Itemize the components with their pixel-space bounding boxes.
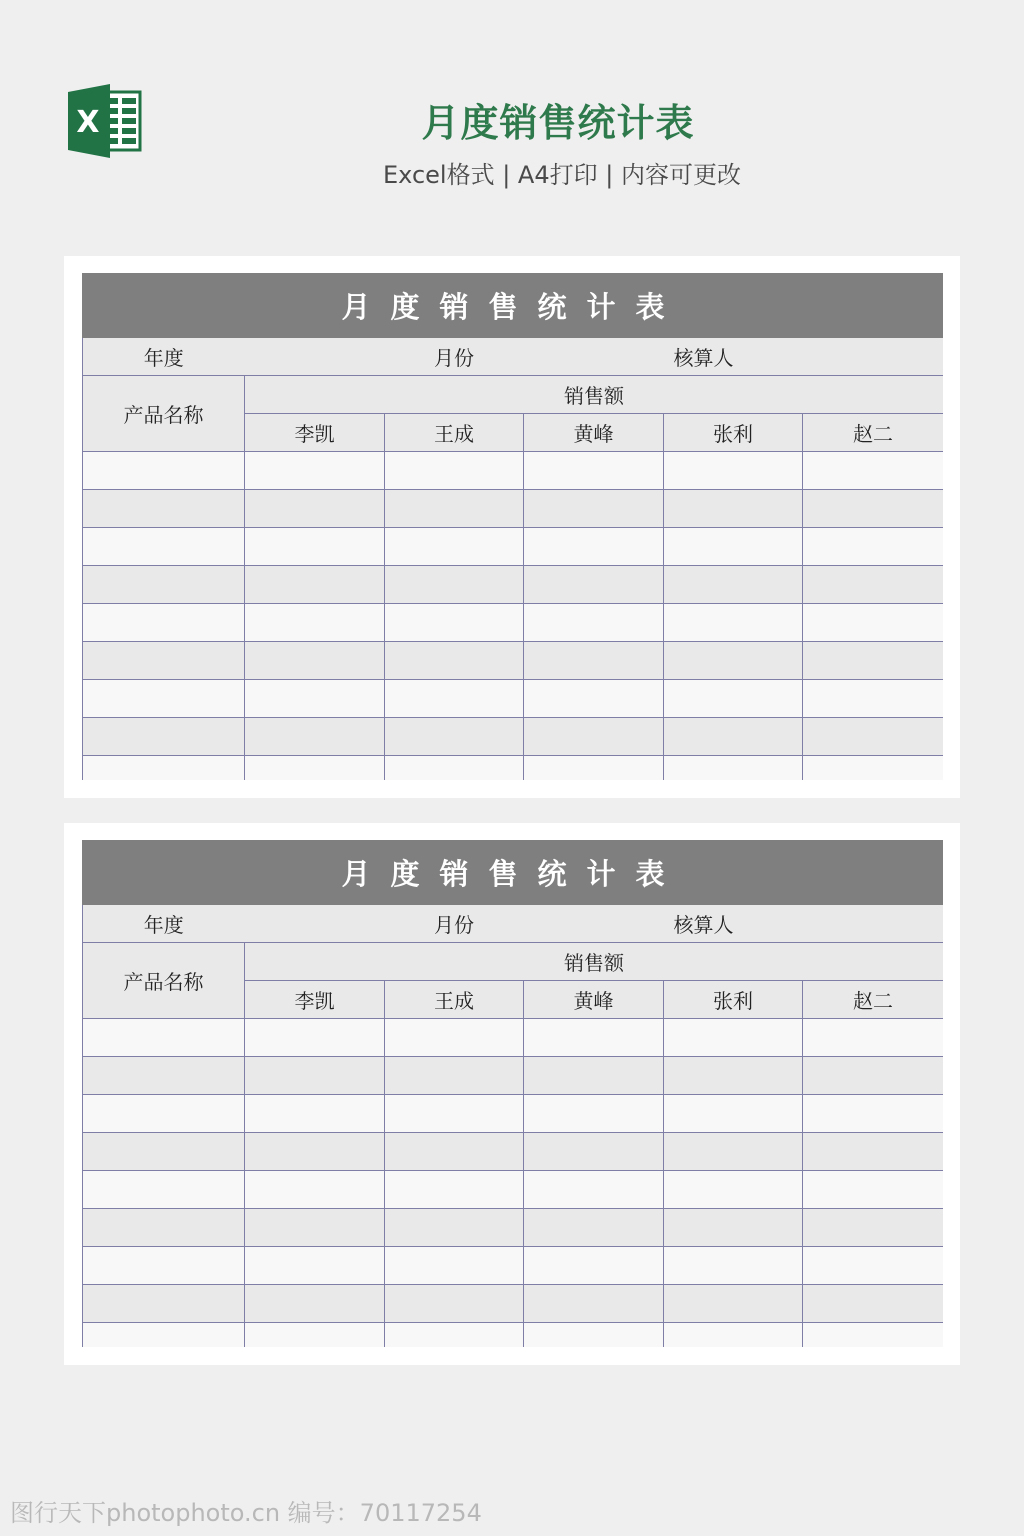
person-header: 黄峰 <box>524 414 664 452</box>
table-cell[interactable] <box>385 604 524 642</box>
logo-letter: X <box>76 105 100 140</box>
watermark-text: 图行天下photophoto.cn 编号：70117254 <box>10 1499 482 1527</box>
person-header: 赵二 <box>803 414 944 452</box>
checker-label-text: 核算人 <box>673 346 734 370</box>
table-cell[interactable] <box>385 1247 524 1285</box>
table-cell[interactable] <box>385 452 524 490</box>
table-cell[interactable] <box>83 1095 245 1133</box>
table-cell[interactable] <box>664 642 803 680</box>
table-cell[interactable] <box>524 1133 664 1171</box>
table-cell[interactable] <box>385 1171 524 1209</box>
table-cell[interactable] <box>664 1057 803 1095</box>
table-cell[interactable] <box>664 1095 803 1133</box>
table-cell[interactable] <box>83 1209 245 1247</box>
table-cell[interactable] <box>385 1057 524 1095</box>
table-cell[interactable] <box>664 528 803 566</box>
table-cell[interactable] <box>803 718 944 756</box>
table-cell[interactable] <box>245 1133 385 1171</box>
table-cell[interactable] <box>524 604 664 642</box>
table-cell[interactable] <box>664 1285 803 1323</box>
table-cell[interactable] <box>245 680 385 718</box>
table-cell[interactable] <box>245 604 385 642</box>
table-cell[interactable] <box>664 1323 803 1348</box>
table-cell[interactable] <box>524 566 664 604</box>
person-header: 赵二 <box>803 981 944 1019</box>
table-cell[interactable] <box>385 566 524 604</box>
table-row <box>83 1285 944 1323</box>
table-cell[interactable] <box>664 1171 803 1209</box>
table-cell[interactable] <box>524 1019 664 1057</box>
table-cell[interactable] <box>83 1133 245 1171</box>
table-row <box>83 1057 944 1095</box>
table-row <box>83 604 944 642</box>
table-cell[interactable] <box>385 642 524 680</box>
table-cell[interactable] <box>245 1171 385 1209</box>
table-cell[interactable] <box>803 756 944 781</box>
table-cell[interactable] <box>803 604 944 642</box>
table-cell[interactable] <box>83 1247 245 1285</box>
table-cell[interactable] <box>245 452 385 490</box>
table-cell[interactable] <box>385 756 524 781</box>
table-row <box>83 1133 944 1171</box>
product-name-header: 产品名称 <box>83 376 245 452</box>
table-cell[interactable] <box>83 528 245 566</box>
page-title: 月度销售统计表 <box>421 101 695 145</box>
sheet-preview-1 <box>64 256 960 798</box>
table-cell[interactable] <box>664 718 803 756</box>
table-cell[interactable] <box>664 452 803 490</box>
table-cell[interactable] <box>524 528 664 566</box>
table-cell[interactable] <box>245 1285 385 1323</box>
table-cell[interactable] <box>245 1019 385 1057</box>
table-cell[interactable] <box>524 1171 664 1209</box>
table-cell[interactable] <box>245 490 385 528</box>
table-row <box>83 718 944 756</box>
table-cell[interactable] <box>524 452 664 490</box>
table-cell[interactable] <box>664 490 803 528</box>
person-header: 黄峰 <box>524 981 664 1019</box>
table-cell[interactable] <box>83 756 245 781</box>
page-subtitle: Excel格式 | A4打印 | 内容可更改 <box>383 161 741 189</box>
table-cell[interactable] <box>83 604 245 642</box>
table-cell[interactable] <box>664 1247 803 1285</box>
table-row <box>83 490 944 528</box>
table-row <box>83 1019 944 1057</box>
sales-table-2 <box>82 840 943 1347</box>
checker-label-text: 核算人 <box>673 913 734 937</box>
sales-table-1 <box>82 273 943 780</box>
table-cell[interactable] <box>83 452 245 490</box>
table-cell[interactable] <box>385 1019 524 1057</box>
table-cell[interactable] <box>524 680 664 718</box>
table-cell[interactable] <box>524 490 664 528</box>
table-cell[interactable] <box>83 1019 245 1057</box>
table-cell[interactable] <box>245 528 385 566</box>
table-cell[interactable] <box>245 1057 385 1095</box>
table-row <box>83 528 944 566</box>
table-cell[interactable] <box>803 642 944 680</box>
table-row <box>83 1209 944 1247</box>
table-cell[interactable] <box>385 1133 524 1171</box>
table-cell[interactable] <box>83 1285 245 1323</box>
person-header: 张利 <box>664 414 803 452</box>
table-cell[interactable] <box>803 452 944 490</box>
table-cell[interactable] <box>385 1209 524 1247</box>
table-cell[interactable] <box>245 1323 385 1348</box>
table-banner-title: 月度销售统计表 <box>83 841 944 905</box>
table-row <box>83 1095 944 1133</box>
table-cell[interactable] <box>803 1247 944 1285</box>
table-cell[interactable] <box>664 566 803 604</box>
checker-label <box>664 905 944 943</box>
sales-group-header: 销售额 <box>245 376 944 414</box>
table-cell[interactable] <box>803 1019 944 1057</box>
table-row <box>83 1171 944 1209</box>
table-cell[interactable] <box>524 1285 664 1323</box>
table-cell[interactable] <box>245 718 385 756</box>
table-cell[interactable] <box>803 1209 944 1247</box>
checker-label <box>664 338 944 376</box>
table-row <box>83 756 944 781</box>
table-cell[interactable] <box>83 718 245 756</box>
table-cell[interactable] <box>803 680 944 718</box>
table-cell[interactable] <box>664 680 803 718</box>
table-cell[interactable] <box>664 1133 803 1171</box>
table-cell[interactable] <box>803 1095 944 1133</box>
person-header: 王成 <box>385 981 524 1019</box>
table-cell[interactable] <box>83 1323 245 1348</box>
month-label: 月份 <box>245 338 664 376</box>
table-cell[interactable] <box>803 528 944 566</box>
table-cell[interactable] <box>664 1209 803 1247</box>
month-label: 月份 <box>245 905 664 943</box>
table-cell[interactable] <box>803 490 944 528</box>
table-row <box>83 566 944 604</box>
product-name-header: 产品名称 <box>83 943 245 1019</box>
table-cell[interactable] <box>664 1019 803 1057</box>
table-cell[interactable] <box>803 1171 944 1209</box>
table-cell[interactable] <box>83 680 245 718</box>
table-row <box>83 642 944 680</box>
table-cell[interactable] <box>83 1171 245 1209</box>
table-cell[interactable] <box>83 642 245 680</box>
table-cell[interactable] <box>245 756 385 781</box>
table-cell[interactable] <box>524 1095 664 1133</box>
year-label: 年度 <box>83 905 245 943</box>
table-cell[interactable] <box>385 1285 524 1323</box>
table-cell[interactable] <box>524 1323 664 1348</box>
table-row <box>83 680 944 718</box>
table-cell[interactable] <box>524 1247 664 1285</box>
table-cell[interactable] <box>385 1323 524 1348</box>
table-row <box>83 1247 944 1285</box>
table-cell[interactable] <box>524 1209 664 1247</box>
table-cell[interactable] <box>803 1133 944 1171</box>
table-cell[interactable] <box>524 756 664 781</box>
table-row <box>83 452 944 490</box>
table-cell[interactable] <box>524 718 664 756</box>
table-cell[interactable] <box>664 604 803 642</box>
table-banner-title: 月度销售统计表 <box>83 274 944 338</box>
table-cell[interactable] <box>83 566 245 604</box>
table-cell[interactable] <box>803 566 944 604</box>
table-cell[interactable] <box>385 718 524 756</box>
sheet-preview-2 <box>64 823 960 1365</box>
table-cell[interactable] <box>245 1095 385 1133</box>
table-cell[interactable] <box>245 1209 385 1247</box>
table-cell[interactable] <box>524 642 664 680</box>
table-cell[interactable] <box>83 1057 245 1095</box>
table-cell[interactable] <box>803 1323 944 1348</box>
person-header: 王成 <box>385 414 524 452</box>
table-cell[interactable] <box>245 566 385 604</box>
person-header: 李凯 <box>245 981 385 1019</box>
table-row <box>83 1323 944 1348</box>
table-cell[interactable] <box>385 528 524 566</box>
table-cell[interactable] <box>385 1095 524 1133</box>
person-header: 李凯 <box>245 414 385 452</box>
sales-group-header: 销售额 <box>245 943 944 981</box>
person-header: 张利 <box>664 981 803 1019</box>
table-cell[interactable] <box>83 490 245 528</box>
table-cell[interactable] <box>245 1247 385 1285</box>
table-cell[interactable] <box>664 756 803 781</box>
table-cell[interactable] <box>803 1057 944 1095</box>
table-cell[interactable] <box>385 490 524 528</box>
year-label: 年度 <box>83 338 245 376</box>
table-cell[interactable] <box>245 642 385 680</box>
table-cell[interactable] <box>524 1057 664 1095</box>
table-cell[interactable] <box>803 1285 944 1323</box>
table-cell[interactable] <box>385 680 524 718</box>
